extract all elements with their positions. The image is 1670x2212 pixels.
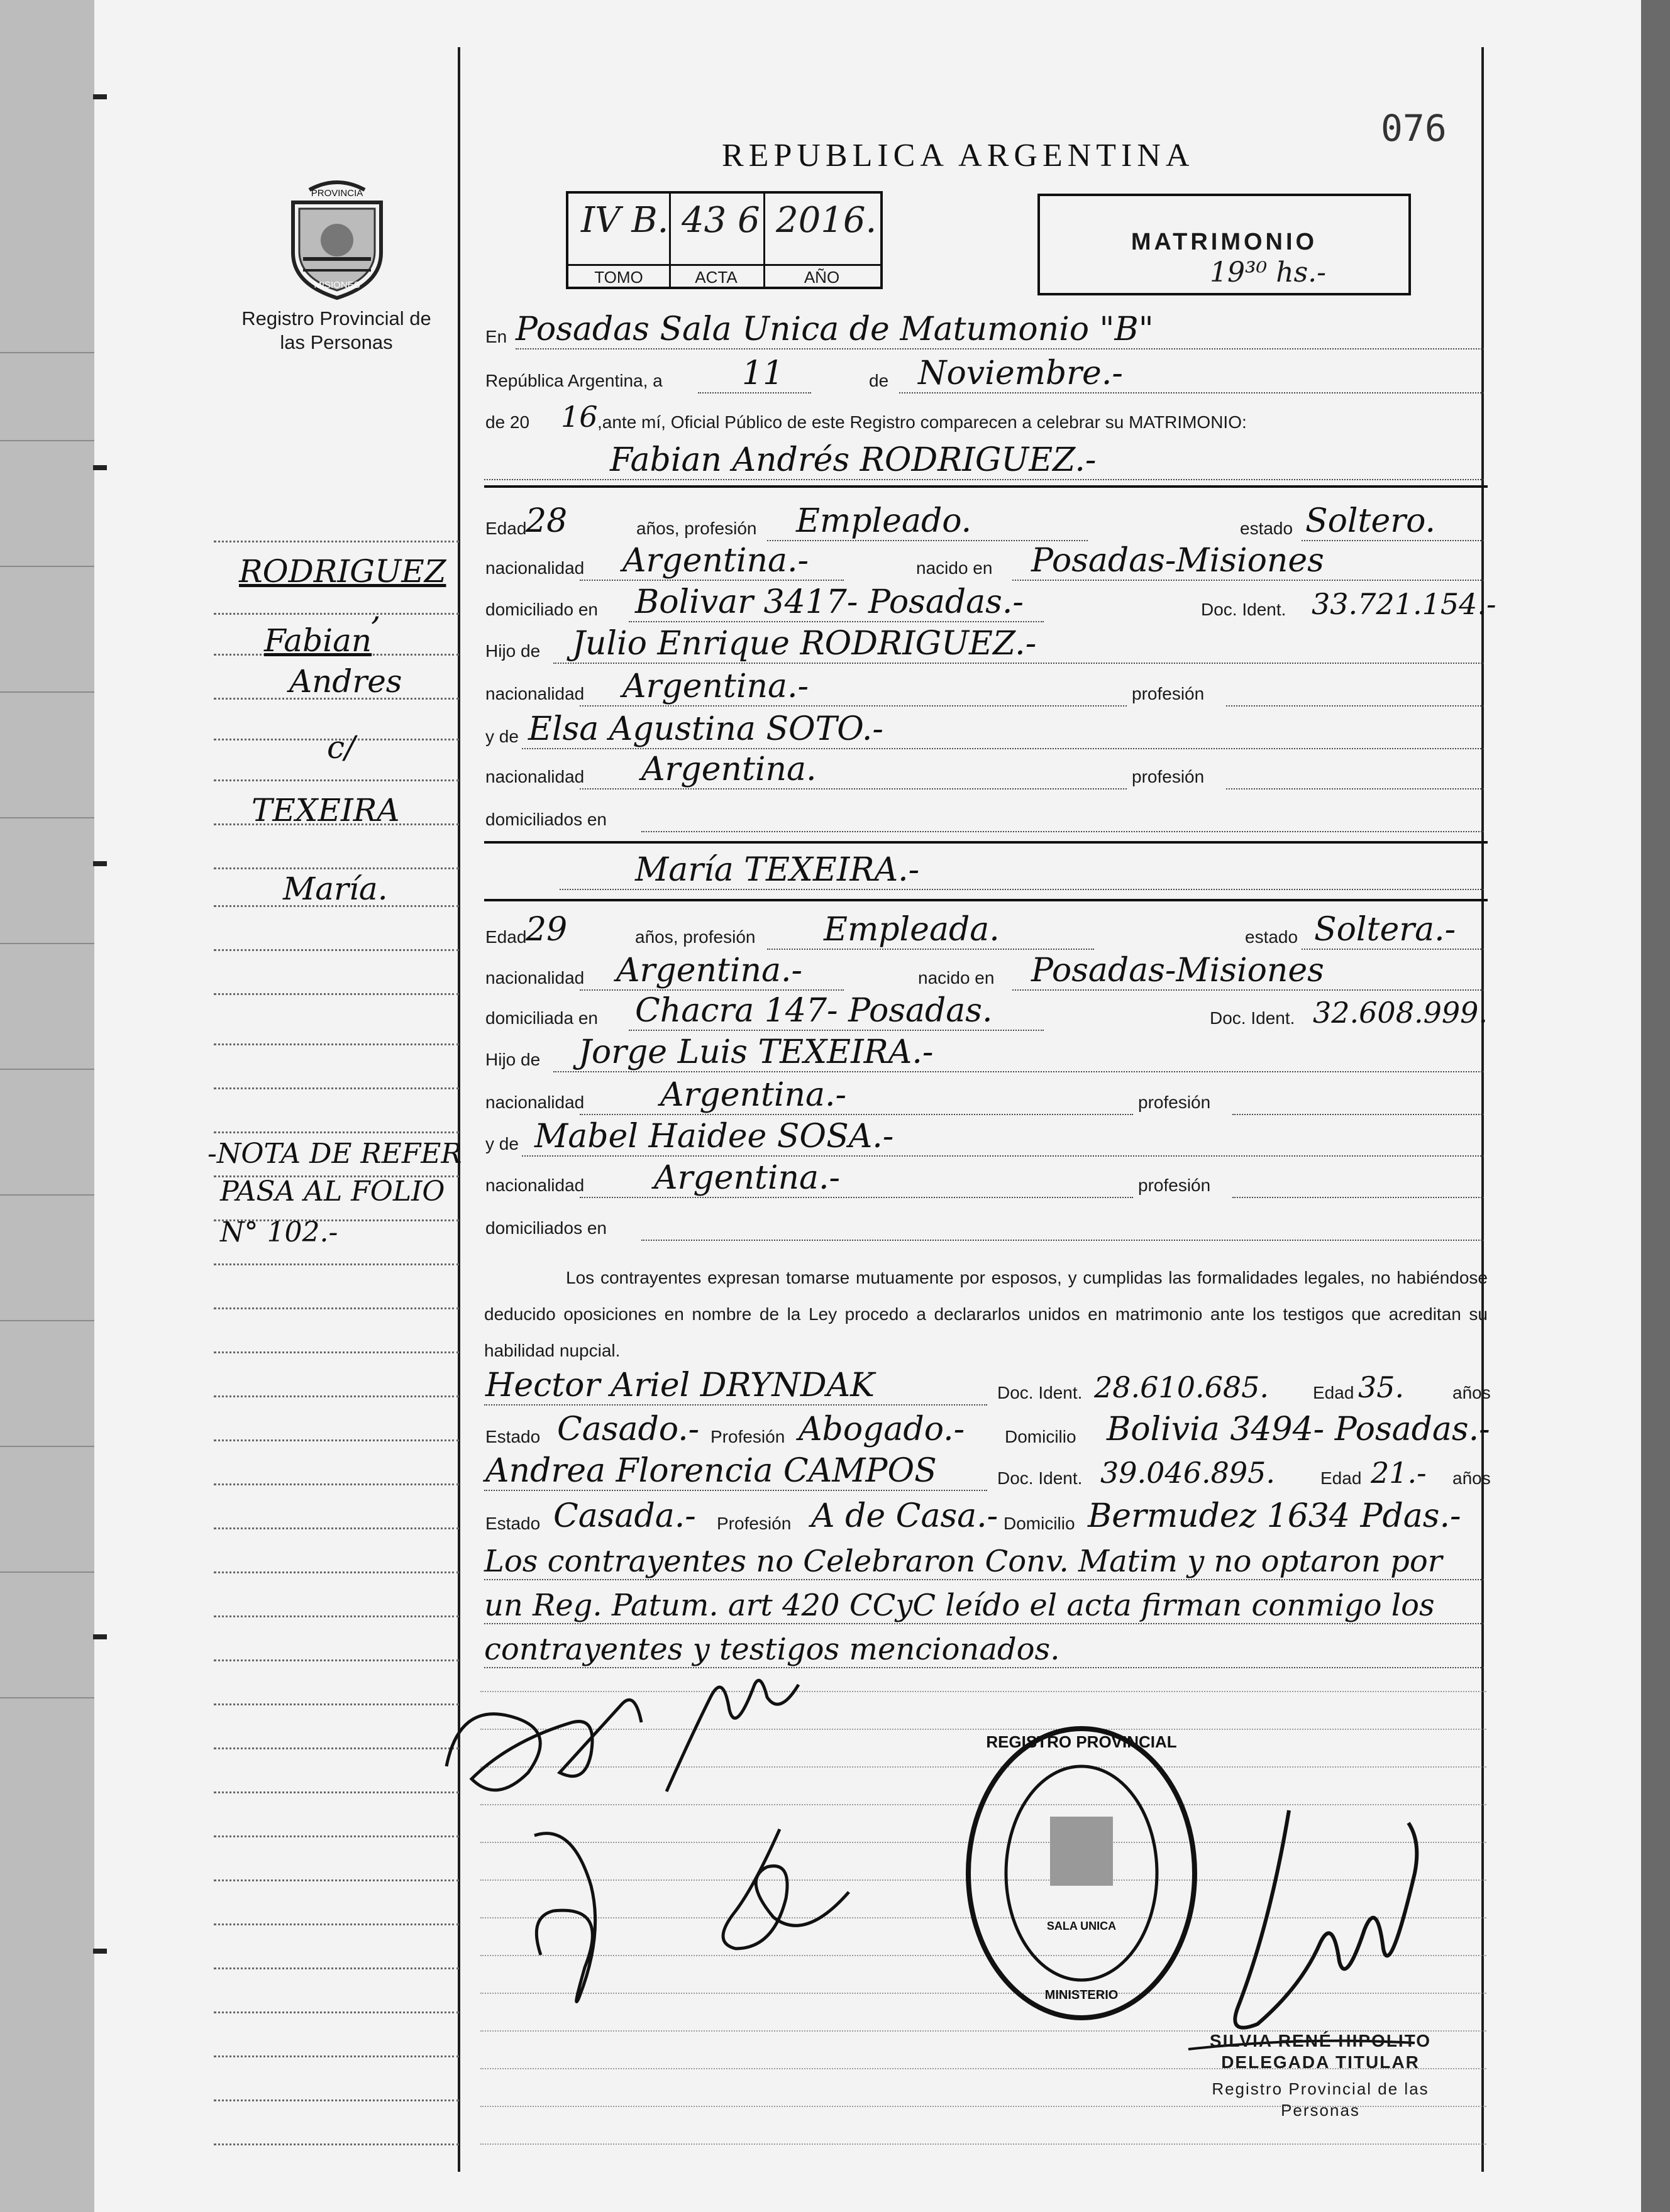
margin-note-1: -NOTA DE REFER xyxy=(207,1138,462,1170)
bride-signature xyxy=(654,1659,817,1804)
groom-address-row: domiciliado en Bolivar 3417- Posadas.- Doc. Ident. 33.721.154.- xyxy=(485,583,1496,621)
place-value: Posadas Sala Unica de Matumonio "B" xyxy=(516,311,1154,348)
witness1-profession: Abogado.- xyxy=(799,1411,965,1448)
book-edge xyxy=(1641,0,1670,2212)
margin-note-3: N° 102.- xyxy=(220,1216,338,1248)
registry-stamp xyxy=(962,1722,1201,2024)
witness1-age: 35. xyxy=(1358,1370,1405,1404)
bride-father-row: Hijo de Jorge Luis TEXEIRA.- xyxy=(484,1037,1488,1075)
bride-father-name: Jorge Luis TEXEIRA.- xyxy=(578,1033,934,1071)
tomo-label: TOMO xyxy=(568,264,669,289)
annotation-line-3: contrayentes y testigos mencionados. xyxy=(484,1633,1488,1671)
binding-stitch xyxy=(93,861,107,866)
binding-stitch xyxy=(93,465,107,470)
bride-profession: Empleada. xyxy=(824,911,1000,949)
svg-text:PROVINCIA: PROVINCIA xyxy=(311,188,363,199)
witness1-id-number: 28.610.685. xyxy=(1094,1370,1269,1404)
svg-text:MISIONES: MISIONES xyxy=(314,280,360,290)
groom-signature xyxy=(434,1666,660,1817)
witness2-address: Bermudez 1634 Pdas.- xyxy=(1088,1497,1461,1535)
binding-stitch xyxy=(93,1634,107,1639)
witness1-name: Hector Ariel DRYNDAK xyxy=(485,1367,875,1404)
groom-father-name: Julio Enrique RODRIGUEZ.- xyxy=(572,625,1037,663)
section-rule xyxy=(484,899,1488,901)
folio-number: 076 xyxy=(1381,107,1447,150)
witness2-name: Andrea Florencia CAMPOS xyxy=(485,1452,937,1490)
previous-page-edge xyxy=(0,0,98,2212)
bride-father-nationality-row: nacionalidad Argentina.- profesión xyxy=(484,1080,1488,1118)
margin-bride-surname: TEXEIRA xyxy=(252,792,400,828)
bride-nationality: Argentina.- xyxy=(616,952,803,989)
witness1-signature xyxy=(516,1810,648,2018)
groom-profession: Empleado. xyxy=(796,502,972,540)
bride-age-row: Edad 29 años, profesión Empleada. estado Soltera.- xyxy=(484,915,1488,952)
svg-text:MINISTERIO: MINISTERIO xyxy=(1044,1988,1119,2002)
groom-mother-nationality-row: nacionalidad Argentina. profesión xyxy=(484,754,1488,792)
act-type-box xyxy=(1037,194,1411,295)
witness2-id-number: 39.046.895. xyxy=(1100,1456,1275,1490)
month-value: Noviembre.- xyxy=(918,355,1123,392)
groom-mother-row: y de Elsa Agustina SOTO.- xyxy=(484,714,1488,752)
groom-nationality: Argentina.- xyxy=(622,542,809,580)
annotation-line-2: un Reg. Patum. art 420 CCyC leído el acta firman conmigo los xyxy=(484,1589,1488,1627)
country-heading: REPUBLICA ARGENTINA xyxy=(722,138,1195,173)
officer-block xyxy=(1182,2030,1459,2121)
bride-civil-status: Soltera.- xyxy=(1314,911,1456,949)
groom-father-row: Hijo de Julio Enrique RODRIGUEZ.- xyxy=(484,629,1488,666)
bride-mother-nationality: Argentina.- xyxy=(654,1159,841,1197)
witness2-name-row: Andrea Florencia CAMPOS Doc. Ident. 39.046.895. Edad 21.- años xyxy=(485,1452,1491,1490)
groom-name-row xyxy=(484,441,1488,483)
bride-name-row xyxy=(484,851,1488,893)
place-row: En Posadas Sala Unica de Matumonio "B" xyxy=(484,314,1488,352)
witness2-signature xyxy=(685,1823,874,1967)
margin-bride-name: María. xyxy=(283,871,388,907)
bride-birthplace: Posadas-Misiones xyxy=(1031,952,1324,989)
registry-name: Registro Provincial de las Personas xyxy=(241,307,431,353)
groom-name: Fabian Andrés RODRIGUEZ.- xyxy=(610,441,1097,479)
tomo-acta-anio-box xyxy=(566,191,883,289)
day-value: 11 xyxy=(742,355,784,392)
act-type: MATRIMONIO xyxy=(1131,229,1318,255)
svg-text:REGISTRO PROVINCIAL: REGISTRO PROVINCIAL xyxy=(986,1732,1177,1751)
bride-father-nationality: Argentina.- xyxy=(660,1076,847,1114)
groom-parents-address-row: domiciliados en xyxy=(484,797,1488,835)
groom-civil-status: Soltero. xyxy=(1305,502,1436,540)
officer-title: DELEGADA TITULAR xyxy=(1221,2052,1420,2072)
margin-rule xyxy=(458,47,460,2172)
bride-age: 29 xyxy=(526,911,568,949)
witness1-name-row: Hector Ariel DRYNDAK Doc. Ident. 28.610.685. Edad 35. años xyxy=(485,1367,1491,1404)
margin-conjunction: c/ xyxy=(327,729,355,766)
anio-label: AÑO xyxy=(763,264,880,289)
witness2-age: 21.- xyxy=(1371,1456,1427,1490)
officer-name: SILVIA RENÉ HIPOLITO xyxy=(1209,2031,1432,2050)
bride-mother-row: y de Mabel Haidee SOSA.- xyxy=(484,1121,1488,1159)
groom-nationality-row: nacionalidad Argentina.- nacido en Posadas-Misiones xyxy=(484,546,1488,583)
margin-note-2: PASA AL FOLIO xyxy=(220,1175,445,1208)
witness2-profession: A de Casa.- xyxy=(811,1497,998,1535)
svg-text:SALA UNICA: SALA UNICA xyxy=(1046,1920,1117,1932)
margin-comma: , xyxy=(371,591,381,627)
witness1-address: Bolivia 3494- Posadas.- xyxy=(1107,1411,1490,1448)
officer-organization: Registro Provincial de las Personas xyxy=(1212,2079,1429,2120)
tomo-value: IV B. xyxy=(581,200,669,241)
margin-surname: RODRIGUEZ xyxy=(239,553,446,590)
groom-age-row: Edad 28 años, profesión Empleado. estado Soltero. xyxy=(484,506,1488,544)
groom-father-nationality-row: nacionalidad Argentina.- profesión xyxy=(484,671,1488,709)
section-rule xyxy=(484,841,1488,844)
anio-value: 2016. xyxy=(776,200,877,241)
binding-stitch xyxy=(93,1949,107,1954)
bride-id-number: 32.608.999. xyxy=(1313,996,1488,1030)
groom-mother-nationality: Argentina. xyxy=(641,751,817,788)
witness1-details-row: Estado Casado.- Profesión Abogado.- Domicilio Bolivia 3494- Posadas.- xyxy=(485,1411,1490,1448)
witness2-civil-status: Casada.- xyxy=(553,1497,696,1535)
groom-address: Bolivar 3417- Posadas.- xyxy=(635,583,1024,621)
date-row: República Argentina, a 11 de Noviembre.- xyxy=(484,358,1488,396)
annotation-line-1: Los contrayentes no Celebraron Conv. Matim y no optaron por xyxy=(484,1545,1488,1583)
margin-middle-name: Andres xyxy=(289,663,402,700)
groom-age: 28 xyxy=(526,502,568,540)
bride-mother-nationality-row: nacionalidad Argentina.- profesión xyxy=(484,1163,1488,1201)
bride-address: Chacra 147- Posadas. xyxy=(635,992,993,1030)
bride-nationality-row: nacionalidad Argentina.- nacido en Posadas-Misiones xyxy=(484,955,1488,993)
margin-given-name: Fabian xyxy=(264,622,372,659)
declaration-text: Los contrayentes expresan tomarse mutuamente por esposos, y cumplidas las formalidades legales, no habiéndose deducido oposiciones en nombre de la Ley procedo a declararlos unidos en matrimonio ante los testigos que acreditan su habilidad nupcial. xyxy=(484,1268,1488,1360)
bride-mother-name: Mabel Haidee SOSA.- xyxy=(534,1118,894,1155)
groom-id-number: 33.721.154.- xyxy=(1312,587,1496,621)
groom-mother-name: Elsa Agustina SOTO.- xyxy=(528,710,883,748)
acta-value: 43 6 xyxy=(682,200,760,241)
witness1-civil-status: Casado.- xyxy=(557,1411,700,1448)
misiones-coat-of-arms-icon xyxy=(284,177,390,300)
binding-stitch xyxy=(93,94,107,99)
year-row: de 20 16 ,ante mí, Oficial Público de este Registro comparecen a celebrar su MATRIMONIO: xyxy=(485,400,1247,434)
groom-father-nationality: Argentina.- xyxy=(622,668,809,705)
acta-label: ACTA xyxy=(669,264,763,289)
bride-address-row: domiciliada en Chacra 147- Posadas. Doc. Ident. 32.608.999. xyxy=(485,992,1488,1030)
bride-parents-address-row: domiciliados en xyxy=(484,1206,1488,1243)
year-value: 16 xyxy=(561,400,598,434)
section-rule xyxy=(484,485,1488,488)
groom-birthplace: Posadas-Misiones xyxy=(1031,542,1324,580)
bride-name: María TEXEIRA.- xyxy=(635,851,920,889)
witness2-details-row: Estado Casada.- Profesión A de Casa.- Domicilio Bermudez 1634 Pdas.- xyxy=(485,1497,1461,1535)
ceremony-hour: 19³⁰ hs.- xyxy=(1210,256,1327,289)
